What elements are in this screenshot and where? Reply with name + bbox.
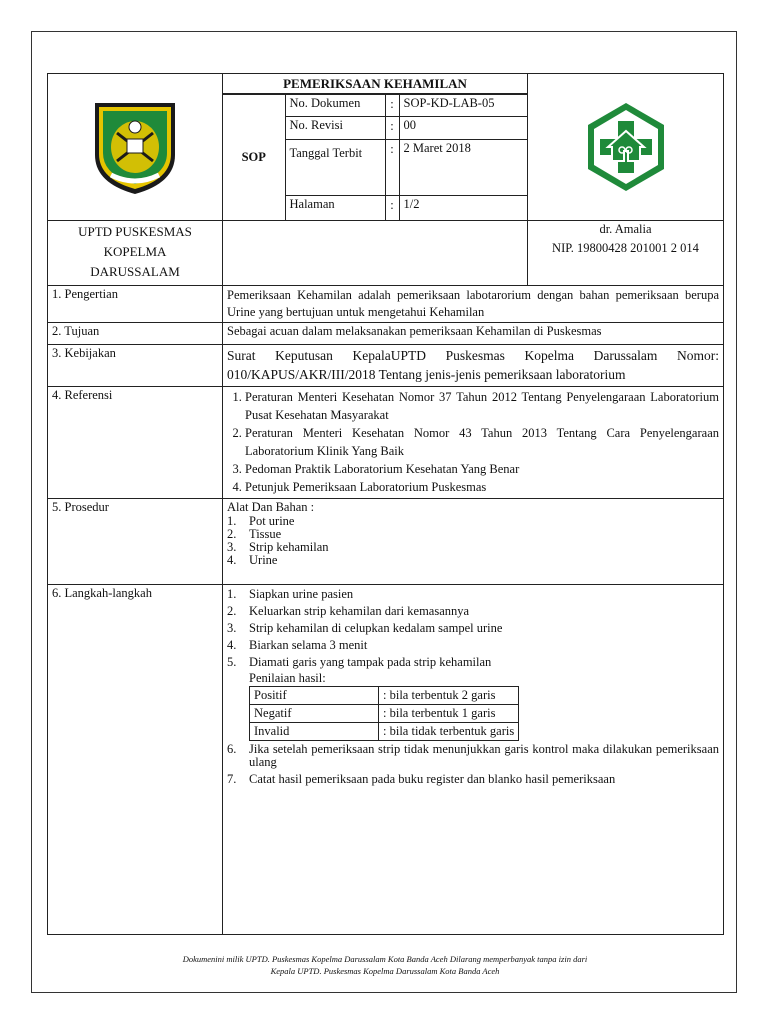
penilaian-value: : bila tidak terbentuk garis xyxy=(379,723,519,741)
meta-label: No. Revisi xyxy=(285,117,385,139)
meta-colon: : xyxy=(385,139,399,196)
section-label-pengertian: 1. Pengertian xyxy=(48,286,223,323)
meta-value-tanggal-terbit: 2 Maret 2018 xyxy=(399,139,527,196)
meta-value-no-revisi: 00 xyxy=(399,117,527,139)
meta-label: Tanggal Terbit xyxy=(285,139,385,196)
pengertian-text: Pemeriksaan Kehamilan adalah pemeriksaan labotarorium dengan bahan pemeriksaan berupa Urine yang bertujuan untuk mengetahui Kehamilan xyxy=(223,286,724,323)
list-item: 1. Pot urine xyxy=(227,514,295,528)
penilaian-table xyxy=(249,686,519,741)
footer-line: Kepala UPTD. Puskesmas Kopelma Darussalam Kota Banda Aceh xyxy=(270,966,500,976)
langkah-content xyxy=(223,585,724,935)
puskesmas-logo-cell xyxy=(528,74,724,221)
section-label-kebijakan: 3. Kebijakan xyxy=(48,345,223,387)
meta-colon: : xyxy=(385,196,399,220)
list-item: 1. Peraturan Menteri Kesehatan Nomor 37 Tahun 2012 Tentang Penyelengaraan Laboratorium Pusat Kesehatan Masyarakat xyxy=(245,388,719,424)
list-item: 2. Keluarkan strip kehamilan dari kemasannya xyxy=(227,604,470,618)
signer-name: dr. Amalia xyxy=(599,222,652,236)
tujuan-text: Sebagai acuan dalam melaksanakan pemeriksaan Kehamilan di Puskesmas xyxy=(223,323,724,345)
kebijakan-text: Surat Keputusan KepalaUPTD Puskesmas Kopelma Darussalam Nomor: 010/KAPUS/AKR/III/2018 Tentang jenis-jenis pemeriksaan laboratorium xyxy=(223,345,724,387)
document-footer xyxy=(47,953,723,977)
list-item: 5. Diamati garis yang tampak pada strip kehamilan xyxy=(227,655,492,669)
list-item: 3. Strip kehamilan di celupkan kedalam sampel urine xyxy=(227,621,503,635)
penilaian-label: Positif xyxy=(250,687,379,705)
regional-emblem-cell xyxy=(48,74,223,221)
list-item: 3. Pedoman Praktik Laboratorium Kesehatan Yang Benar xyxy=(245,460,719,478)
signer-block xyxy=(528,221,724,286)
section-label-referensi: 4. Referensi xyxy=(48,387,223,499)
list-item: 4. Urine xyxy=(227,553,278,567)
prosedur-content xyxy=(223,499,724,585)
section-label-prosedur: 5. Prosedur xyxy=(48,499,223,585)
list-item: 4. Petunjuk Pemeriksaan Laboratorium Puskesmas xyxy=(245,478,719,496)
list-item: 7. Catat hasil pemeriksaan pada buku register dan blanko hasil pemeriksaan xyxy=(227,772,616,786)
penilaian-label: Invalid xyxy=(250,723,379,741)
penilaian-label: Negatif xyxy=(250,705,379,723)
list-item: 6. Jika setelah pemeriksaan strip tidak menunjukkan garis kontrol maka dilakukan pemeriksaan ulang xyxy=(227,742,719,769)
prosedur-intro: Alat Dan Bahan : xyxy=(227,500,315,514)
list-item: 1. Siapkan urine pasien xyxy=(227,587,354,601)
document-title: PEMERIKSAAN KEHAMILAN xyxy=(223,74,527,94)
referensi-list xyxy=(223,387,724,499)
meta-value-halaman: 1/2 xyxy=(399,196,527,220)
list-item: 2. Tissue xyxy=(227,527,282,541)
penilaian-title: Penilaian hasil: xyxy=(249,671,326,685)
sop-table xyxy=(47,73,724,935)
penilaian-value: : bila terbentuk 2 garis xyxy=(379,687,519,705)
list-item: 3. Strip kehamilan xyxy=(227,540,329,554)
meta-label: No. Dokumen xyxy=(285,95,385,117)
list-item: 4. Biarkan selama 3 menit xyxy=(227,638,368,652)
meta-colon: : xyxy=(385,117,399,139)
section-label-langkah: 6. Langkah-langkah xyxy=(48,585,223,935)
section-label-tujuan: 2. Tujuan xyxy=(48,323,223,345)
sop-label: SOP xyxy=(223,95,285,221)
header-blank xyxy=(223,221,528,286)
aceh-emblem-logo xyxy=(87,97,183,197)
puskesmas-logo xyxy=(578,99,674,195)
meta-colon: : xyxy=(385,95,399,117)
document-meta xyxy=(223,94,527,220)
meta-label: Halaman xyxy=(285,196,385,220)
penilaian-value: : bila terbentuk 1 garis xyxy=(379,705,519,723)
signer-nip: NIP. 19800428 201001 2 014 xyxy=(552,241,699,255)
meta-value-no-dokumen: SOP-KD-LAB-05 xyxy=(399,95,527,117)
header-center xyxy=(223,74,528,221)
footer-line: Dokumenini milik UPTD. Puskesmas Kopelma Darussalam Kota Banda Aceh Dilarang memperbanyak tanpa izin dari xyxy=(182,954,588,964)
list-item: 2. Peraturan Menteri Kesehatan Nomor 43 Tahun 2013 Tentang Cara Penyelengaraan Laboratorium Klinik Yang Baik xyxy=(245,424,719,460)
organization-name: UPTD PUSKESMAS KOPELMA DARUSSALAM xyxy=(48,221,223,286)
